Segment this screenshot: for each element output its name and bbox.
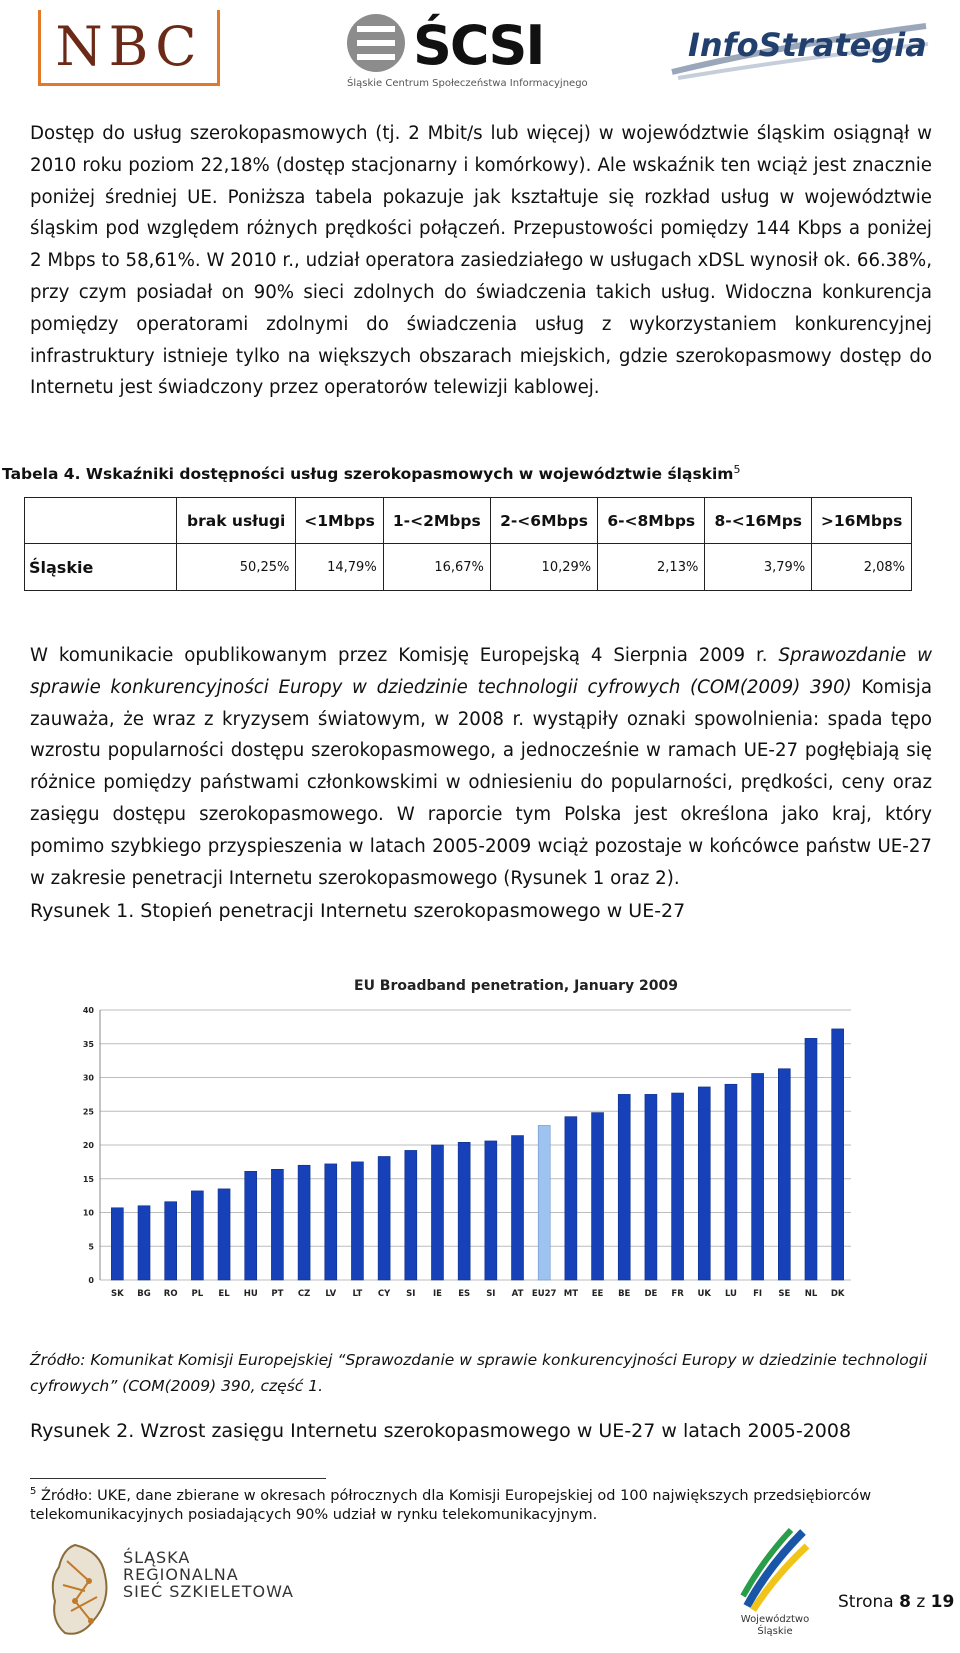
chart-x-tick-label: CZ xyxy=(297,1289,311,1299)
chart-bar xyxy=(565,1117,577,1280)
chart-bar xyxy=(138,1206,150,1280)
logo-line: REGIONALNA xyxy=(123,1565,239,1584)
chart-bar xyxy=(351,1162,363,1280)
chart-x-tick-label: DE xyxy=(644,1289,658,1299)
table-cell: 50,25% xyxy=(177,544,296,591)
chart-x-tick-label: LU xyxy=(724,1289,737,1299)
chart-bar xyxy=(805,1038,817,1280)
chart-bar xyxy=(618,1094,630,1280)
chart-bar xyxy=(725,1084,737,1280)
chart-y-tick-label: 30 xyxy=(82,1073,94,1083)
chart-x-tick-label: SE xyxy=(778,1289,791,1299)
broadband-chart xyxy=(82,978,896,1342)
voivodeship-emblem-icon xyxy=(739,1526,811,1612)
scsi-mark-icon xyxy=(345,12,407,74)
chart-x-tick-label: PL xyxy=(191,1289,204,1299)
chart-x-tick-label: NL xyxy=(804,1289,818,1299)
footnote-divider xyxy=(30,1478,326,1479)
footnote-text: Źródło: UKE, dane zbierane w okresach półrocznych dla Komisji Europejskiej od 100 największych przedsiębiorców telekomunikacyjnych posiadających 90% udział w rynku telekomunikacyjnym. xyxy=(30,1487,872,1523)
footnote xyxy=(30,1482,932,1525)
chart-title: EU Broadband penetration, January 2009 xyxy=(354,978,678,994)
nbc-logo xyxy=(38,10,220,86)
table-header-cell: 2-<6Mbps xyxy=(490,498,597,544)
page-total: 19 xyxy=(930,1592,955,1612)
table-header-row xyxy=(25,498,912,544)
figure1-caption: Rysunek 1. Stopień penetracji Internetu szerokopasmowego w UE-27 xyxy=(30,900,686,922)
chart-bar xyxy=(271,1169,283,1280)
chart-bar xyxy=(218,1189,230,1280)
chart-bar xyxy=(832,1029,844,1280)
chart-bar xyxy=(698,1087,710,1280)
chart-y-tick-label: 25 xyxy=(82,1107,94,1117)
logo-line: SIEĆ SZKIELETOWA xyxy=(123,1582,294,1601)
figure2-caption: Rysunek 2. Wzrost zasięgu Internetu szerokopasmowego w UE-27 w latach 2005-2008 xyxy=(30,1420,852,1442)
chart-bar xyxy=(405,1150,417,1280)
chart-x-tick-label: EE xyxy=(591,1289,604,1299)
chart-x-tick-label: UK xyxy=(697,1289,712,1299)
figure1-source: Źródło: Komunikat Komisji Europejskiej “Sprawozdanie w sprawie konkurencyjności Europy w dziedzinie technologii cyfrowych” (COM(2009) 390, część 1. xyxy=(30,1351,928,1395)
table-header-cell: 6-<8Mbps xyxy=(598,498,705,544)
chart-bar xyxy=(778,1069,790,1280)
table-row-label: Śląskie xyxy=(25,544,177,591)
table-header-cell: 1-<2Mbps xyxy=(383,498,490,544)
table-caption-text: Tabela 4. Wskaźniki dostępności usług szerokopasmowych w województwie śląskim xyxy=(2,465,734,484)
regional-network-logo-text xyxy=(123,1549,294,1600)
chart-y-tick-label: 5 xyxy=(88,1242,94,1252)
chart-x-tick-label: EL xyxy=(218,1289,230,1299)
chart-x-tick-label: HU xyxy=(243,1289,258,1299)
commission-paragraph-part1: W komunikacie opublikowanym przez Komisję Europejską 4 Sierpnia 2009 r. xyxy=(30,645,779,666)
chart-bar xyxy=(325,1164,337,1280)
table-cell: 10,29% xyxy=(490,544,597,591)
infostrategia-logo-text: InfoStrategia xyxy=(688,26,927,64)
chart-bar xyxy=(111,1208,123,1280)
chart-x-tick-label: MT xyxy=(563,1289,579,1299)
page-number xyxy=(838,1592,954,1612)
chart-x-tick-label: PT xyxy=(271,1289,284,1299)
logo-line: Śląskie xyxy=(757,1626,793,1637)
commission-report-title: Sprawozdanie w sprawie konkurencyjności Europy w dziedzinie technologii cyfrowych (COM(2009) 390) xyxy=(30,645,932,698)
table-header-cell: >16Mbps xyxy=(812,498,912,544)
table-header-cell: <1Mbps xyxy=(296,498,383,544)
table-header-cell: brak usługi xyxy=(177,498,296,544)
chart-y-tick-label: 10 xyxy=(82,1208,94,1218)
regional-network-logo xyxy=(45,1541,305,1641)
chart-x-tick-label: SI xyxy=(486,1289,496,1299)
table-cell: 16,67% xyxy=(383,544,490,591)
table-header-cell: 8-<16Mps xyxy=(705,498,812,544)
commission-paragraph xyxy=(30,640,932,894)
nbc-logo-text: NBC xyxy=(55,15,203,78)
chart-x-tick-label: FI xyxy=(753,1289,763,1299)
scsi-logo-subtitle: Śląskie Centrum Społeczeństwa Informacyjnego xyxy=(347,78,588,89)
chart-bar xyxy=(431,1145,443,1280)
chart-bar xyxy=(165,1202,177,1280)
chart-bar xyxy=(378,1156,390,1280)
chart-bar xyxy=(245,1171,257,1280)
chart-y-tick-label: 40 xyxy=(82,1006,94,1015)
chart-bar xyxy=(458,1142,470,1280)
table-caption-footnote-marker: 5 xyxy=(733,463,741,476)
table-caption xyxy=(2,463,740,483)
intro-paragraph: Dostęp do usług szerokopasmowych (tj. 2 Mbit/s lub więcej) w województwie śląskim osiągnął w 2010 roku poziom 22,18% (dostęp stacjonarny i komórkowy). Ale wskaźnik ten wciąż jest znacznie poniżej średniej UE. Poniższa tabela pokazuje jak kształtuje się rozkład usług w województwie śląskim pod względem różnych prędkości połączeń. Przepustowości pomiędzy 144 Kbps a poniżej 2 Mbps to 58,61%. W 2010 r., udział operatora zasiedziałego w usługach xDSL wynosił ok. 66.38%, przy czym posiadał on 90% sieci zdolnych do świadczenia takich usług. Widoczna konkurencja pomiędzy operatorami zdolnymi do świadczenia usług z wykorzystaniem konkurencyjnej infrastruktury istnieje tylko na większych obszarach miejskich, gdzie szerokopasmowy dostęp do Internetu jest świadczony przez operatorów telewizji kablowej. xyxy=(30,123,932,399)
chart-x-tick-label: FR xyxy=(671,1289,684,1299)
table-row xyxy=(25,544,912,591)
chart-x-tick-label: RO xyxy=(163,1289,178,1299)
chart-x-tick-label: SK xyxy=(110,1289,124,1299)
chart-bar xyxy=(191,1191,203,1280)
table-cell: 14,79% xyxy=(296,544,383,591)
chart-bar xyxy=(672,1093,684,1280)
chart-x-tick-label: ES xyxy=(458,1289,471,1299)
chart-bar xyxy=(538,1125,550,1280)
voivodeship-logo-text xyxy=(733,1614,817,1638)
chart-x-tick-label: AT xyxy=(511,1289,524,1299)
chart-plot xyxy=(82,1002,896,1342)
page-label: Strona xyxy=(838,1592,894,1612)
chart-bar xyxy=(752,1073,764,1280)
table-cell: 2,08% xyxy=(812,544,912,591)
chart-y-tick-label: 15 xyxy=(82,1174,94,1184)
chart-x-tick-label: EU27 xyxy=(531,1289,557,1299)
chart-x-tick-label: IE xyxy=(432,1289,442,1299)
chart-x-tick-label: CY xyxy=(377,1289,391,1299)
logo-line: Województwo xyxy=(740,1614,810,1625)
chart-y-tick-label: 0 xyxy=(88,1276,94,1285)
broadband-speed-table xyxy=(24,497,912,591)
scsi-logo-text: ŚCSI xyxy=(413,14,544,77)
silesia-map-icon xyxy=(45,1541,121,1641)
chart-bar xyxy=(485,1141,497,1280)
chart-x-tick-label: BG xyxy=(137,1289,151,1299)
table-cell: 2,13% xyxy=(598,544,705,591)
page-sep: z xyxy=(916,1592,926,1612)
chart-bar xyxy=(592,1113,604,1280)
commission-paragraph-part2: Komisja zauważa, że wraz z kryzysem światowym, w 2008 r. wystąpiły oznaki spowolnienia: spada tępo wzrostu popularności dostępu szerokopasmowego, a jednocześnie w ramach UE-27 pogłębiają się różnice pomiędzy państwami członkowskimi w odniesieniu do popularności, prędkości, ceny oraz zasięgu dostępu szerokopasmowego. W raporcie tym Polska jest określona jako kraj, który pomimo szybkiego przyspieszenia w latach 2005-2009 wciąż pozostaje w końcówce państw UE-27 w zakresie penetracji Internetu szerokopasmowego (Rysunek 1 oraz 2). xyxy=(30,676,932,889)
infostrategia-logo xyxy=(668,14,932,86)
table-header-empty xyxy=(25,498,177,544)
chart-bar xyxy=(512,1136,524,1280)
voivodeship-logo xyxy=(733,1526,817,1648)
chart-bar xyxy=(298,1165,310,1280)
chart-y-tick-label: 20 xyxy=(82,1141,94,1150)
chart-x-tick-label: BE xyxy=(618,1289,631,1299)
table-cell: 3,79% xyxy=(705,544,812,591)
scsi-logo xyxy=(345,8,588,96)
chart-y-tick-label: 35 xyxy=(82,1039,94,1049)
chart-bar xyxy=(645,1094,657,1280)
page-current: 8 xyxy=(899,1592,911,1612)
chart-x-tick-label: LV xyxy=(325,1289,337,1299)
chart-x-tick-label: LT xyxy=(352,1289,363,1299)
chart-x-tick-label: SI xyxy=(406,1289,416,1299)
footnote-marker: 5 xyxy=(30,1486,37,1497)
chart-x-tick-label: DK xyxy=(830,1289,845,1299)
logo-line: ŚLĄSKA xyxy=(123,1548,191,1567)
